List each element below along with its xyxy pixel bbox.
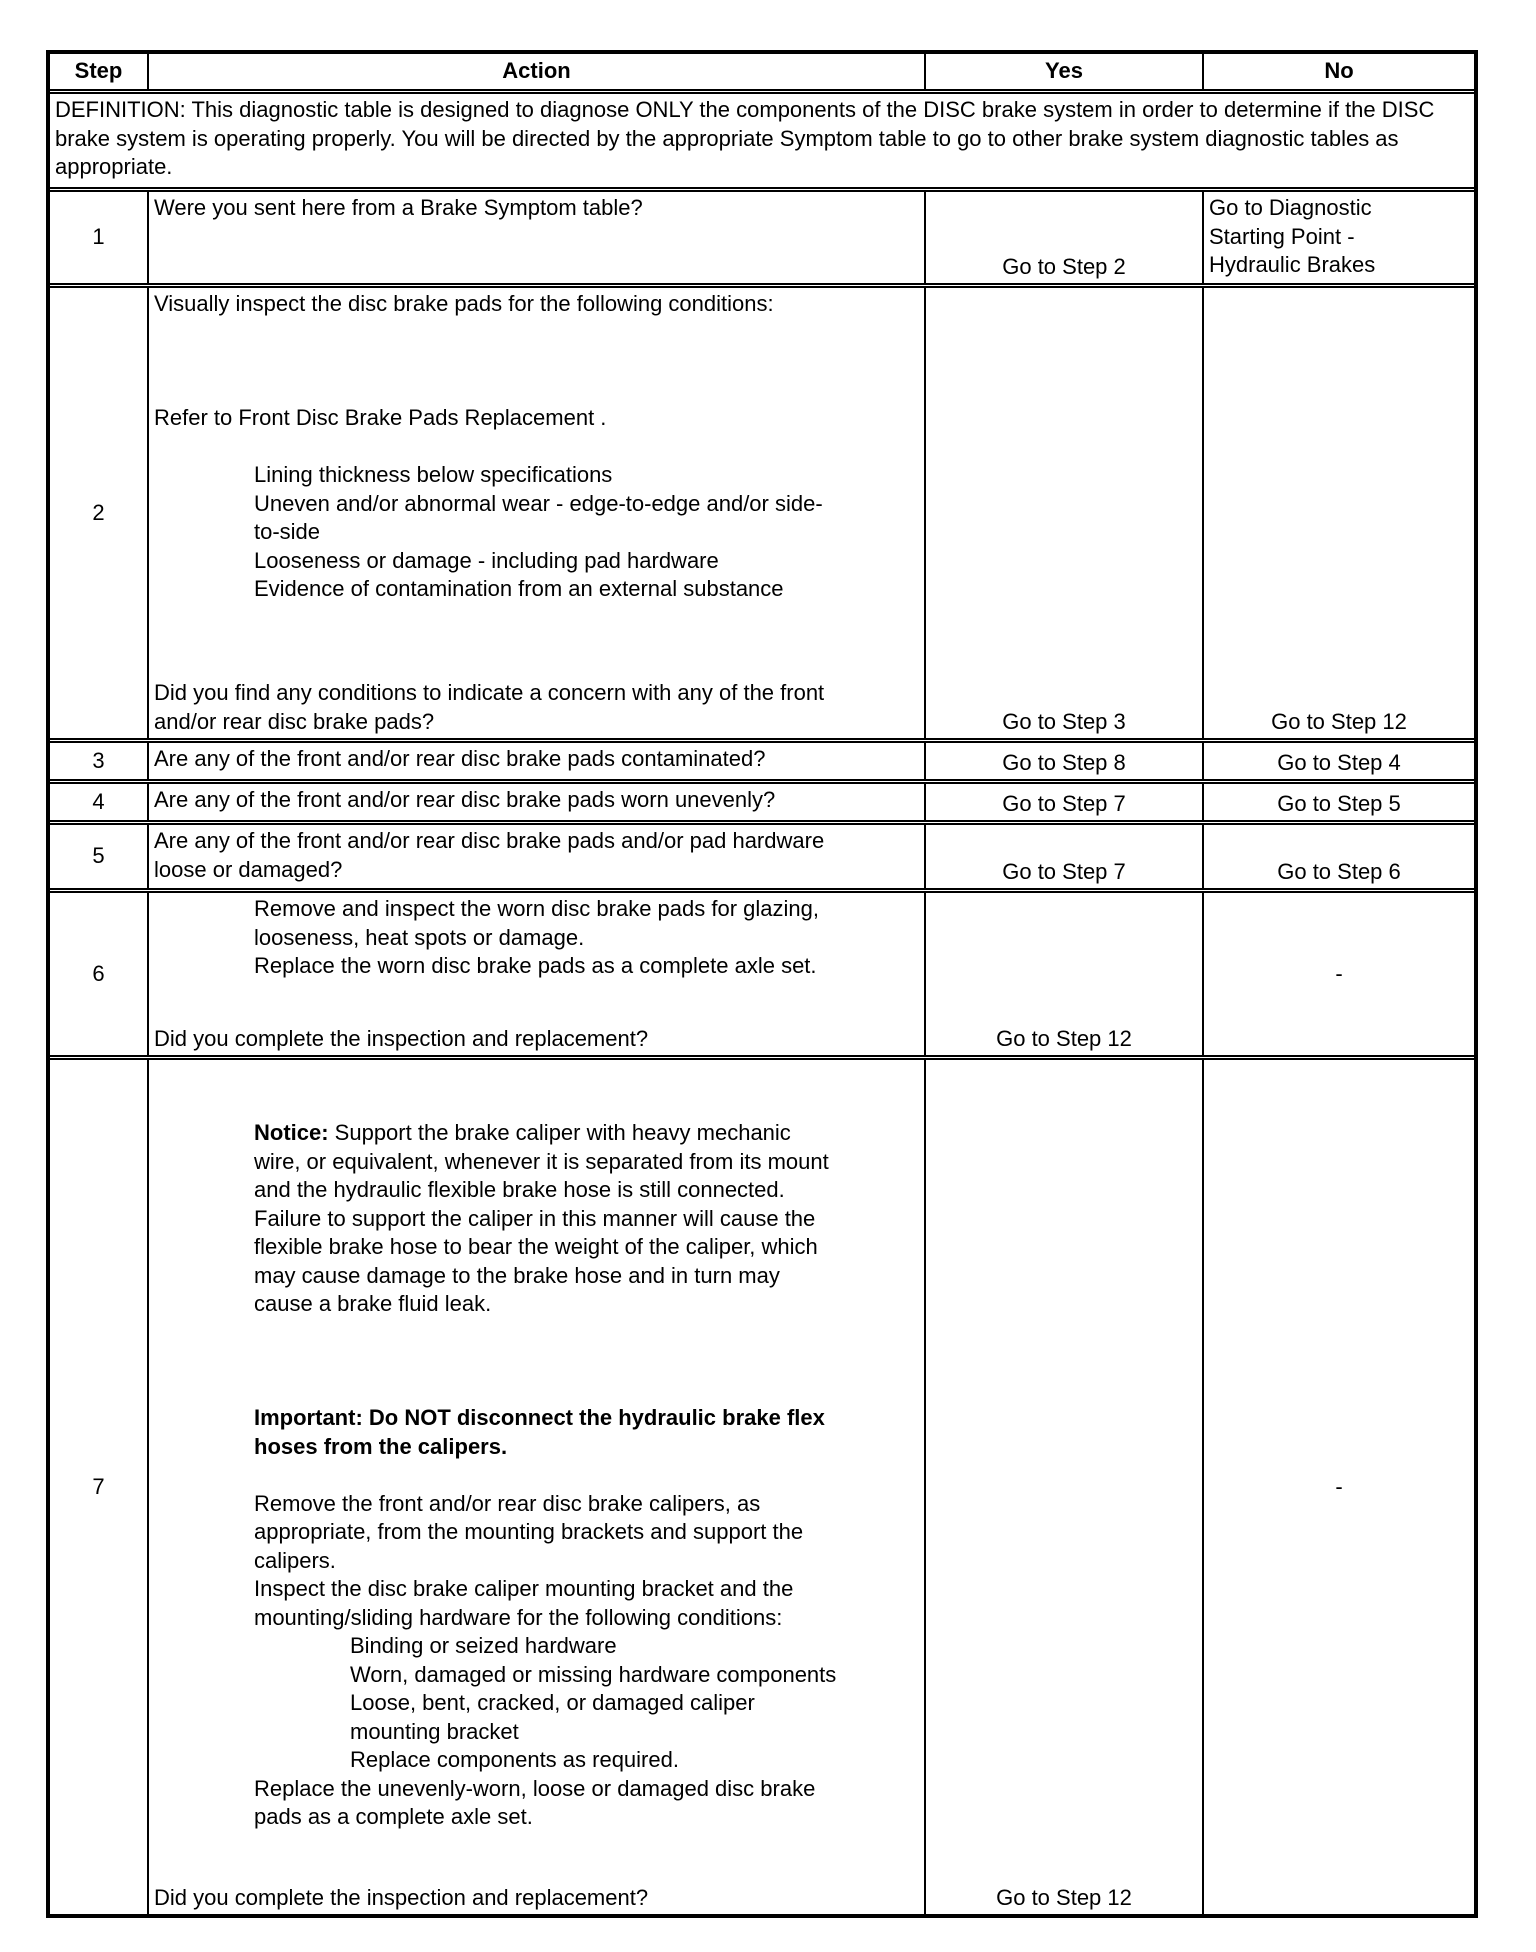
table-row	[50, 192, 1474, 288]
yes-action[interactable]: Go to Step 3	[926, 288, 1204, 738]
action-line	[154, 1319, 919, 1348]
action-line-text: flexible brake hose to bear the weight of the caliper, which	[254, 1234, 818, 1259]
action-line-text: mounting/sliding hardware for the following conditions:	[254, 1604, 783, 1630]
action-line	[154, 1490, 919, 1519]
action-line-text: Replace components as required.	[350, 1747, 679, 1772]
no-action[interactable]: Go to Step 4	[1277, 749, 1401, 775]
no-line: Starting Point -	[1209, 223, 1355, 249]
action-line-text: Replace the worn disc brake pads as a complete axle set.	[254, 953, 817, 978]
action-line	[154, 1376, 919, 1405]
action-line-text: may cause damage to the brake hose and in turn may	[254, 1262, 780, 1288]
action-line-text: to-side	[254, 519, 321, 544]
action-line-text: pads as a complete axle set.	[254, 1804, 533, 1829]
step-number: 1	[50, 192, 149, 283]
table-row	[50, 743, 1474, 784]
action-line	[154, 1091, 919, 1120]
no-line: Hydraulic Brakes	[1209, 252, 1376, 277]
action-line-bold: Notice:	[254, 1120, 329, 1145]
action-line	[154, 1262, 919, 1291]
action-line	[154, 895, 919, 924]
action-cell	[149, 825, 926, 888]
action-line	[154, 290, 919, 319]
action-line	[154, 1347, 919, 1376]
action-line-text: Were you sent here from a Brake Symptom table?	[154, 195, 643, 220]
action-line-text: Worn, damaged or missing hardware components	[350, 1661, 837, 1687]
action-line	[154, 1205, 919, 1234]
action-line	[154, 1461, 919, 1490]
action-line	[154, 1233, 919, 1262]
action-line	[154, 518, 919, 547]
table-row	[50, 288, 1474, 743]
action-line-text: Visually inspect the disc brake pads for the following conditions:	[154, 291, 774, 316]
no-action[interactable]: Go to Step 5	[1277, 790, 1401, 816]
no-action[interactable]: -	[1335, 960, 1343, 986]
question-line: Did you find any conditions to indicate a concern with any of the front	[154, 680, 825, 705]
table-header	[50, 54, 1474, 94]
action-line-text: Uneven and/or abnormal wear - edge-to-edge and/or side-	[254, 490, 823, 516]
action-line	[154, 194, 919, 223]
action-line-text: Are any of the front and/or rear disc brake pads contaminated?	[154, 746, 766, 771]
no-line: Go to Diagnostic	[1209, 195, 1372, 220]
action-line	[154, 1718, 919, 1747]
table-row	[50, 1060, 1474, 1914]
no-action[interactable]	[1204, 192, 1474, 283]
action-line-text: Refer to Front Disc Brake Pads Replacement .	[154, 405, 607, 430]
header-yes: Yes	[926, 54, 1204, 89]
yes-action[interactable]: Go to Step 8	[926, 743, 1204, 779]
action-line	[154, 745, 919, 774]
action-line	[154, 1176, 919, 1205]
action-line-text: Binding or seized hardware	[350, 1633, 617, 1658]
action-line-text: Remove and inspect the worn disc brake pads for glazing,	[254, 896, 819, 921]
action-line	[154, 347, 919, 376]
step-number: 5	[50, 825, 149, 888]
action-line-text: loose or damaged?	[154, 856, 343, 882]
action-line-text: Support the brake caliper with heavy mechanic	[328, 1120, 791, 1145]
action-line	[154, 1119, 919, 1148]
action-line	[154, 1518, 919, 1547]
action-line-text: cause a brake fluid leak.	[254, 1291, 492, 1316]
table-row	[50, 784, 1474, 825]
action-line-text: Are any of the front and/or rear disc brake pads and/or pad hardware	[154, 828, 825, 853]
action-line	[154, 786, 919, 815]
action-line	[154, 376, 919, 405]
action-line	[154, 1062, 919, 1091]
action-cell	[149, 192, 926, 283]
action-line-text: Replace the unevenly-worn, loose or damaged disc brake	[254, 1775, 816, 1801]
action-line-text: Looseness or damage - including pad hardware	[254, 547, 719, 573]
action-cell	[149, 288, 926, 738]
action-line	[154, 433, 919, 462]
action-line-text: wire, or equivalent, whenever it is separated from its mount	[254, 1148, 829, 1174]
action-line-text: mounting bracket	[350, 1718, 519, 1744]
action-line	[154, 1604, 919, 1633]
yes-action[interactable]: Go to Step 2	[926, 192, 1204, 283]
action-line	[154, 1632, 919, 1661]
action-line	[154, 404, 919, 433]
action-line	[154, 1746, 919, 1775]
question-line: and/or rear disc brake pads?	[154, 708, 435, 734]
action-line	[154, 1547, 919, 1576]
question-line: Did you complete the inspection and replacement?	[154, 1025, 649, 1051]
action-cell	[149, 893, 926, 1055]
action-question	[154, 1025, 919, 1054]
no-action[interactable]: Go to Step 12	[1271, 708, 1407, 734]
action-line	[154, 461, 919, 490]
action-line	[154, 924, 919, 953]
action-line-text: looseness, heat spots or damage.	[254, 924, 585, 950]
action-line	[154, 575, 919, 604]
action-line	[154, 1148, 919, 1177]
table-row	[50, 825, 1474, 893]
header-no: No	[1324, 58, 1354, 84]
action-line	[154, 1661, 919, 1690]
action-line-text: Remove the front and/or rear disc brake calipers, as	[254, 1490, 761, 1516]
action-line-text: Inspect the disc brake caliper mounting bracket and the	[254, 1576, 794, 1601]
action-line	[154, 1433, 919, 1462]
action-question	[154, 1884, 919, 1913]
yes-action[interactable]: Go to Step 12	[926, 893, 1204, 1055]
definition-text: DEFINITION: This diagnostic table is designed to diagnose ONLY the components of the DISC brake system in order to determine if the DISC brake system is operating properly. You will be directed by the appropriate Symptom table to go to other brake system diagnostic tables as appropriate.	[55, 97, 1435, 179]
action-line-text: calipers.	[254, 1547, 336, 1573]
yes-action[interactable]: Go to Step 12	[926, 1060, 1204, 1914]
action-line	[154, 952, 919, 981]
action-line	[154, 1775, 919, 1804]
action-line-text: Loose, bent, cracked, or damaged caliper	[350, 1690, 755, 1715]
step-number: 6	[50, 893, 149, 1055]
action-line	[154, 490, 919, 519]
step-number: 7	[50, 1060, 149, 1914]
header-action: Action	[149, 54, 926, 89]
action-line	[154, 1689, 919, 1718]
action-line-text: Lining thickness below specifications	[254, 462, 613, 487]
action-line	[154, 319, 919, 348]
definition-row	[50, 94, 1474, 192]
step-number: 4	[50, 784, 149, 820]
action-line-text: appropriate, from the mounting brackets and support the	[254, 1519, 804, 1544]
header-step: Step	[50, 54, 149, 89]
action-line-text: Evidence of contamination from an external substance	[254, 576, 784, 601]
step-number: 3	[50, 743, 149, 779]
no-action[interactable]: Go to Step 6	[1277, 858, 1401, 884]
action-line-bold: Important: Do NOT disconnect the hydraulic brake flex	[254, 1405, 825, 1430]
action-line	[154, 1575, 919, 1604]
action-cell	[149, 784, 926, 820]
action-line	[154, 1803, 919, 1832]
no-action[interactable]: -	[1335, 1473, 1343, 1499]
action-line-text: Are any of the front and/or rear disc brake pads worn unevenly?	[154, 787, 776, 812]
action-line	[154, 856, 919, 885]
action-line	[154, 547, 919, 576]
action-cell	[149, 1060, 926, 1914]
action-line-text: and the hydraulic flexible brake hose is still connected.	[254, 1177, 785, 1202]
step-number: 2	[50, 288, 149, 738]
action-question	[154, 679, 919, 736]
yes-action[interactable]: Go to Step 7	[926, 784, 1204, 820]
action-line-bold: hoses from the calipers.	[254, 1433, 508, 1459]
action-cell	[149, 743, 926, 779]
question-line: Did you complete the inspection and replacement?	[154, 1884, 649, 1910]
yes-action[interactable]: Go to Step 7	[926, 825, 1204, 888]
action-line	[154, 827, 919, 856]
action-line	[154, 1290, 919, 1319]
table-row	[50, 893, 1474, 1060]
action-line-text: Failure to support the caliper in this manner will cause the	[254, 1205, 816, 1231]
diagnostic-table	[46, 50, 1478, 1918]
action-line	[154, 1404, 919, 1433]
